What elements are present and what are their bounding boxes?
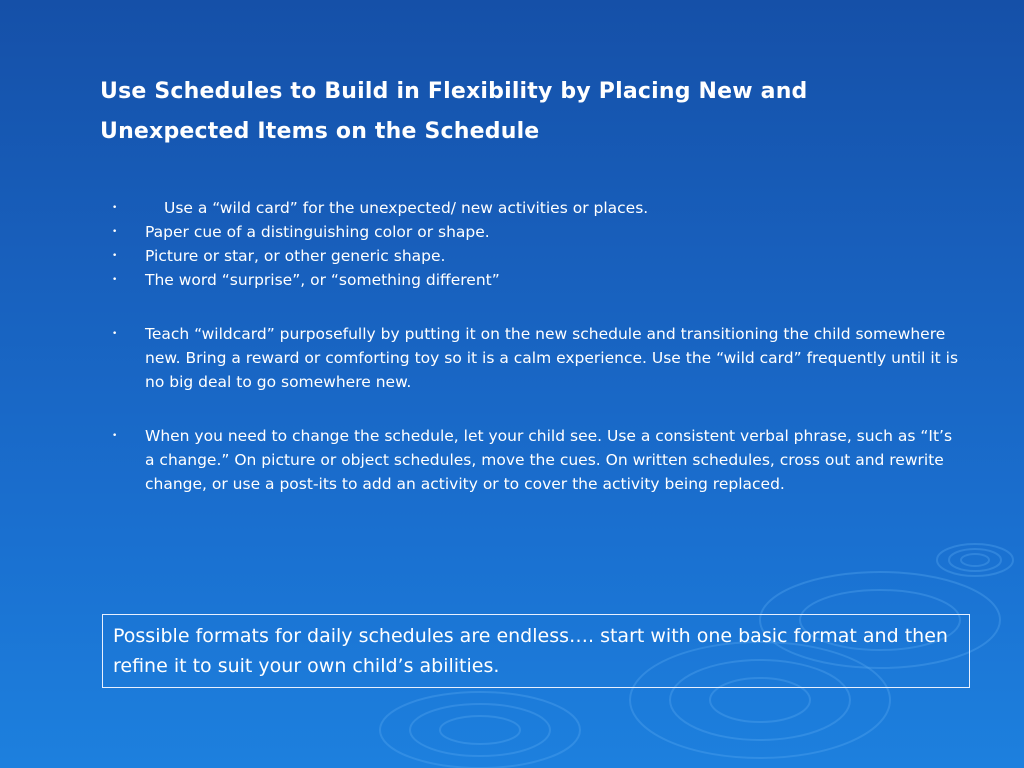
bullet-list [108, 196, 960, 496]
list-item-text: Teach “wildcard” purposefully by putting it on the new schedule and transitioning the child somewhere new. Bring a reward or comforting toy so it is a calm experience. Use the “wild card” frequently until it is no big deal to go somewhere new. [145, 325, 959, 391]
slide-title-line-2: Unexpected Items on the Schedule [100, 119, 540, 144]
bullet-dot: • [112, 251, 118, 261]
list-item [108, 424, 960, 496]
bullet-dot: • [112, 227, 118, 237]
list-item [108, 322, 960, 394]
list-item-text: When you need to change the schedule, let your child see. Use a consistent verbal phrase, such as “It’s a change.” On picture or object schedules, move the cues. On written schedules, cross out and rewrite change, or use a post-its to add an activity or to cover the activity being replaced. [145, 427, 953, 493]
callout-box [102, 614, 970, 688]
list-item-text: Paper cue of a distinguishing color or shape. [145, 223, 490, 241]
list-item [108, 220, 960, 244]
bullet-dot: • [112, 275, 118, 285]
bullet-dot: • [112, 203, 118, 213]
list-item-text: The word “surprise”, or “something different” [145, 271, 500, 289]
list-item [108, 268, 960, 292]
list-item-text: Use a “wild card” for the unexpected/ new activities or places. [164, 199, 649, 217]
slide-title [100, 72, 960, 152]
list-item [108, 244, 960, 268]
bullet-dot: • [112, 431, 118, 441]
list-item [108, 196, 960, 220]
slide-title-line-1: Use Schedules to Build in Flexibility by Placing New and [100, 79, 808, 104]
list-item-text: Picture or star, or other generic shape. [145, 247, 446, 265]
callout-text: Possible formats for daily schedules are endless…. start with one basic format and then refine it to suit your own child’s abilities. [113, 625, 948, 677]
bullet-dot: • [112, 329, 118, 339]
